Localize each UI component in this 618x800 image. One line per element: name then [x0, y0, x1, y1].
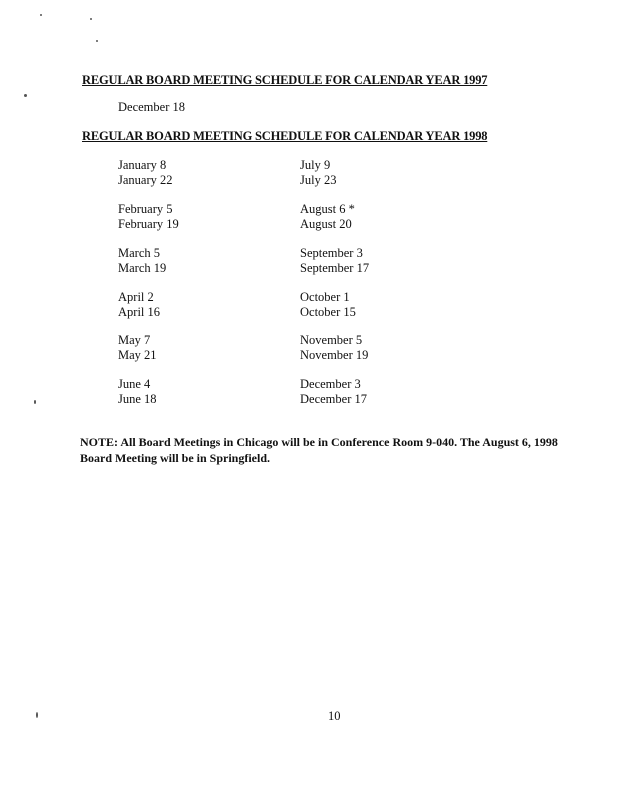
left-date: January 8	[118, 158, 167, 172]
left-date: April 16	[118, 305, 161, 319]
left-date: May 21	[118, 348, 157, 362]
right-date: August 20	[300, 217, 352, 231]
right-date: August 6 *	[300, 202, 355, 216]
right-date: November 19	[300, 348, 369, 362]
left-date: June 18	[118, 392, 157, 406]
right-date: December 17	[300, 392, 367, 406]
right-date: December 3	[300, 377, 361, 391]
heading-1997: REGULAR BOARD MEETING SCHEDULE FOR CALENDAR YEAR 1997	[82, 73, 488, 87]
right-date: September 3	[300, 246, 363, 260]
left-date: January 22	[118, 173, 173, 187]
scan-speck	[96, 40, 98, 42]
right-date: October 15	[300, 305, 356, 319]
scan-speck	[24, 94, 27, 97]
left-date: May 7	[118, 333, 151, 347]
left-date: April 2	[118, 290, 154, 304]
scan-speck	[40, 14, 42, 16]
note-paragraph: NOTE: All Board Meetings in Chicago will be in Conference Room 9-040. The August 6, 1998 Board Meeting will be in Springfield.	[80, 435, 558, 465]
left-date: February 19	[118, 217, 179, 231]
right-date: November 5	[300, 333, 363, 347]
right-date: September 17	[300, 261, 370, 275]
date-1997-0: December 18	[118, 100, 185, 114]
scan-speck	[34, 400, 36, 404]
left-date: March 5	[118, 246, 160, 260]
right-date: July 9	[300, 158, 331, 172]
left-date: March 19	[118, 261, 167, 275]
left-date: February 5	[118, 202, 173, 216]
heading-1998: REGULAR BOARD MEETING SCHEDULE FOR CALENDAR YEAR 1998	[82, 129, 488, 143]
right-date: October 1	[300, 290, 350, 304]
left-date: June 4	[118, 377, 151, 391]
right-date: July 23	[300, 173, 337, 187]
page-number: 10	[328, 709, 341, 723]
scan-speck	[36, 712, 38, 718]
scan-speck	[90, 18, 92, 20]
